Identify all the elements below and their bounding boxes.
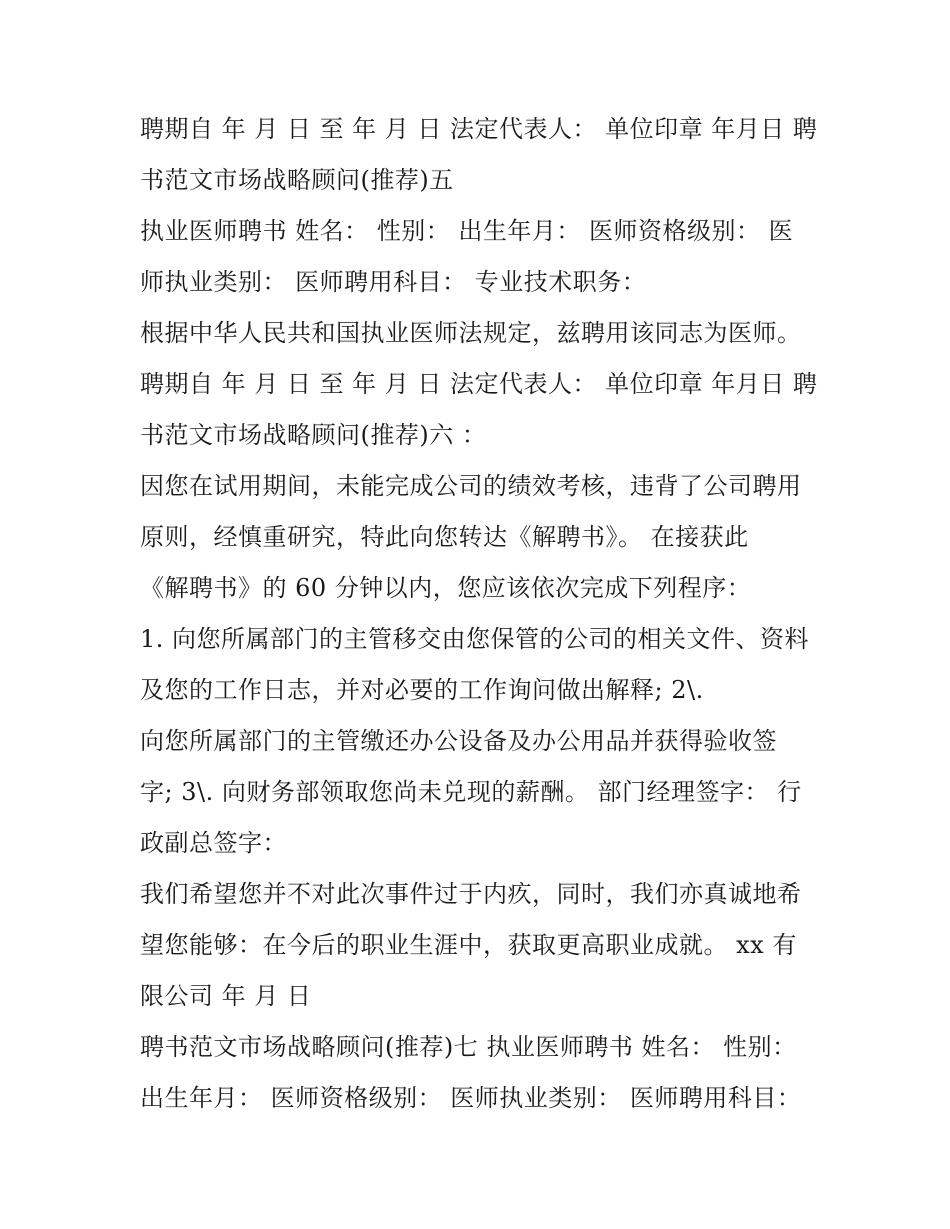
text-line: 聘期自 年 月 日 至 年 月 日 法定代表人： 单位印章 年月日 聘	[140, 115, 818, 143]
text-line: 字; 3\. 向财务部领取您尚未兑现的薪酬。 部门经理签字： 行	[140, 778, 802, 806]
text-line: 原则，经慎重研究，特此向您转达《解聘书》。 在接获此	[140, 523, 749, 551]
text-line: 聘书范文市场战略顾问(推荐)七 执业医师聘书 姓名： 性别：	[140, 1033, 797, 1061]
text-line: 出生年月： 医师资格级别： 医师执业类别： 医师聘用科目：	[140, 1084, 802, 1112]
text-line: 执业医师聘书 姓名： 性别： 出生年月： 医师资格级别： 医	[140, 217, 794, 245]
text-line: 望您能够：在今后的职业生涯中，获取更高职业成就。 xx 有	[140, 931, 797, 959]
text-line: 政副总签字：	[140, 829, 287, 857]
text-line: 我们希望您并不对此次事件过于内疚，同时，我们亦真诚地希	[140, 880, 802, 908]
text-line: 因您在试用期间，未能完成公司的绩效考核，违背了公司聘用	[140, 472, 802, 500]
text-line: 根据中华人民共和国执业医师法规定，兹聘用该同志为医师。	[140, 319, 802, 347]
text-line: 师执业类别： 医师聘用科目： 专业技术职务：	[140, 268, 647, 296]
text-line: 限公司 年 月 日	[140, 982, 312, 1010]
text-line: 1. 向您所属部门的主管移交由您保管的公司的相关文件、资料	[140, 625, 810, 653]
text-line: 及您的工作日志，并对必要的工作询问做出解释; 2\.	[140, 676, 704, 704]
text-line: 《解聘书》的 60 分钟以内，您应该依次完成下列程序：	[140, 574, 752, 602]
text-line: 聘期自 年 月 日 至 年 月 日 法定代表人： 单位印章 年月日 聘	[140, 370, 818, 398]
document-body	[140, 104, 820, 1124]
text-line: 书范文市场战略顾问(推荐)五	[140, 166, 454, 194]
text-line: 书范文市场战略顾问(推荐)六 ：	[140, 421, 487, 449]
text-line: 向您所属部门的主管缴还办公设备及办公用品并获得验收签	[140, 727, 777, 755]
